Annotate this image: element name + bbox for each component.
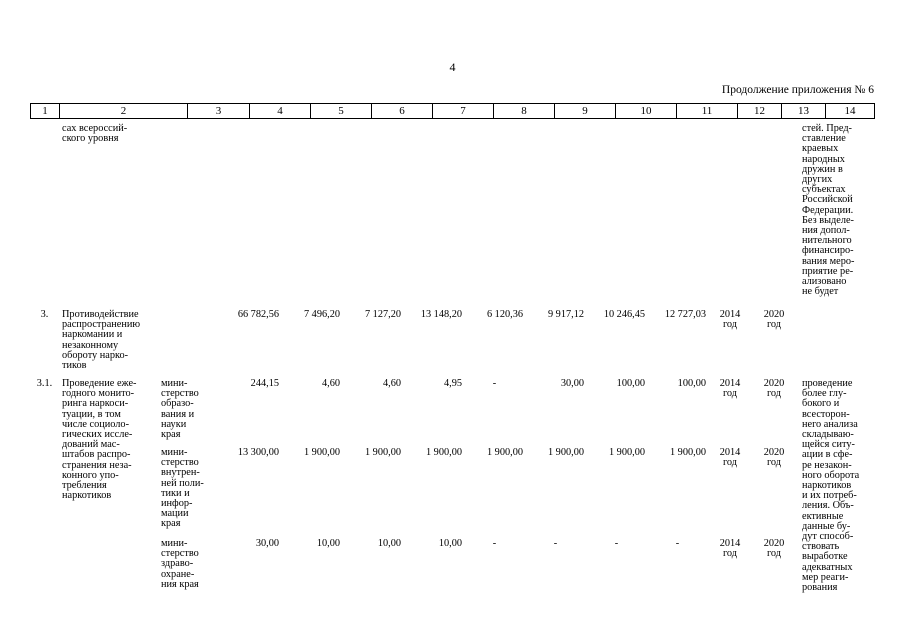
row-3-1-note: проведение более глу- бокого и всесторон- него анализа складываю- щейся ситу- ации в сфе- ре незакон- ного оборота наркотиков и их потреб- ления. Объ- ективные данные бу- дут способ- ствовать выработке адекватных мер реаги- рования (802, 378, 860, 594)
col-header-13: 13 (782, 104, 826, 118)
row-3-total: 66 782,56 (237, 309, 279, 320)
row-3-y2015: 7 127,20 (364, 309, 401, 320)
sub-2-y2014: 1 900,00 (303, 447, 340, 458)
col-header-5: 5 (311, 104, 372, 118)
row-3-end: 2020 год (763, 309, 785, 331)
sub-1-y2019: 100,00 (616, 378, 645, 389)
row-3-y2020: 12 727,03 (664, 309, 706, 320)
col-header-10: 10 (616, 104, 677, 118)
col-header-7: 7 (433, 104, 494, 118)
sub-1-start: 2014 год (719, 378, 741, 400)
sub-1-y2016: 4,95 (443, 378, 462, 389)
col-header-14: 14 (844, 105, 856, 117)
continuation-label: Продолжение приложения № 6 (721, 84, 874, 96)
sub-3-start: 2014 год (719, 538, 741, 560)
sub-3-y2016: 10,00 (438, 538, 462, 549)
cont-row-note: стей. Пред- ставление краевых народных дружин в других субъектах Российской Федерации. Без выделе- ния допол- нительного финансиро- вания меро- приятие ре- ализовано не будет (802, 123, 855, 298)
sub-2-start: 2014 год (719, 447, 741, 469)
col-header-6: 6 (372, 104, 433, 118)
row-3-1-name: Проведение еже- годного монито- ринга наркоси- туации, в том числе социоло- гических иссле- дований мас- штабов распро- странения неза- конного упо- требления наркотиков (62, 378, 137, 502)
row-3-y2017: 6 120,36 (486, 309, 523, 320)
col-header-1: 1 (31, 104, 60, 118)
row-3-y2018: 9 917,12 (547, 309, 584, 320)
row-3-start: 2014 год (719, 309, 741, 331)
table-header-row (30, 103, 875, 119)
sub-3-y2020: - (675, 538, 680, 549)
sub-1-total: 244,15 (250, 378, 279, 389)
sub-3-y2014: 10,00 (316, 538, 340, 549)
sub-1-end: 2020 год (763, 378, 785, 400)
col-header-12: 12 (738, 104, 782, 118)
sub-1-y2020: 100,00 (677, 378, 706, 389)
sub-3-end: 2020 год (763, 538, 785, 560)
row-3-number: 3. (40, 309, 49, 320)
sub-2-y2017: 1 900,00 (486, 447, 523, 458)
row-3-y2014: 7 496,20 (303, 309, 340, 320)
col-header-2: 2 (60, 104, 188, 118)
sub-3-y2015: 10,00 (377, 538, 401, 549)
sub-2-y2015: 1 900,00 (364, 447, 401, 458)
sub-3-y2018: - (553, 538, 558, 549)
row-3-name: Противодействие распространению наркомании и незаконному обороту нарко- тиков (62, 309, 141, 372)
row-3-1-number: 3.1. (36, 378, 53, 389)
sub-1-executor: мини- стерство образо- вания и науки края (161, 378, 199, 441)
sub-2-y2018: 1 900,00 (547, 447, 584, 458)
col-header-8: 8 (494, 104, 555, 118)
col-header-11: 11 (677, 104, 738, 118)
sub-1-y2017: - (492, 378, 497, 389)
sub-2-end: 2020 год (763, 447, 785, 469)
sub-1-y2014: 4,60 (321, 378, 340, 389)
col-header-9: 9 (555, 104, 616, 118)
cont-row-name: сах всероссий- ского уровня (62, 123, 128, 145)
row-3-y2016: 13 148,20 (420, 309, 462, 320)
sub-3-y2019: - (614, 538, 619, 549)
row-3-y2019: 10 246,45 (603, 309, 645, 320)
sub-2-total: 13 300,00 (237, 447, 279, 458)
page-number: 4 (449, 60, 456, 74)
sub-3-executor: мини- стерство здраво- охране- ния края (161, 538, 199, 590)
col-header-4: 4 (250, 104, 311, 118)
sub-2-y2016: 1 900,00 (425, 447, 462, 458)
sub-2-executor: мини- стерство внутрен- ней поли- тики и инфор- мации края (161, 447, 204, 530)
sub-2-y2020: 1 900,00 (669, 447, 706, 458)
sub-1-y2018: 30,00 (560, 378, 584, 389)
sub-3-y2017: - (492, 538, 497, 549)
sub-2-y2019: 1 900,00 (608, 447, 645, 458)
col-header-3: 3 (188, 104, 250, 118)
sub-1-y2015: 4,60 (382, 378, 401, 389)
sub-3-total: 30,00 (255, 538, 279, 549)
